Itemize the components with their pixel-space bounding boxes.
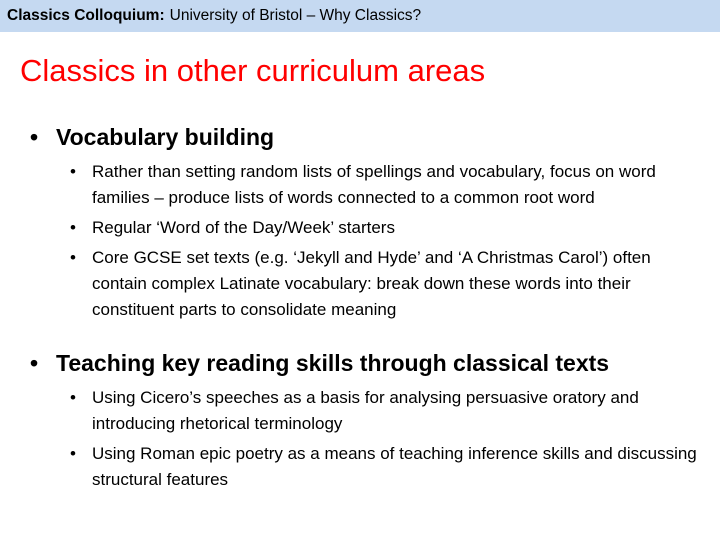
section-heading-text: Teaching key reading skills through classical texts <box>56 350 610 376</box>
section-heading-reading-skills <box>30 350 609 377</box>
header-bar <box>0 0 720 32</box>
header-subtitle: University of Bristol – Why Classics? <box>169 7 422 24</box>
bullet-icon: • <box>70 388 76 407</box>
slide-title: Classics in other curriculum areas <box>20 53 486 88</box>
bullet-icon: • <box>70 248 76 267</box>
list-item-text: Rather than setting random lists of spellings and vocabulary, focus on word families – produce lists of words connected to a common root word <box>92 162 656 207</box>
header-prefix: Classics Colloquium: <box>7 7 165 24</box>
reading-skills-list <box>70 385 710 493</box>
list-item-text: Regular ‘Word of the Day/Week’ starters <box>92 218 395 237</box>
list-item <box>70 215 710 241</box>
bullet-icon: • <box>70 444 76 463</box>
list-item-text: Core GCSE set texts (e.g. ‘Jekyll and Hyde’ and ‘A Christmas Carol’) often contain complex Latinate vocabulary: break down these words into their constituent parts to consolidate meaning <box>92 248 651 319</box>
list-item <box>70 159 710 211</box>
list-item-text: Using Cicero’s speeches as a basis for analysing persuasive oratory and introducing rhetorical terminology <box>92 388 639 433</box>
bullet-icon: • <box>30 350 39 376</box>
bullet-icon: • <box>70 218 76 237</box>
bullet-icon: • <box>70 162 76 181</box>
list-item <box>70 385 710 437</box>
section-heading-text: Vocabulary building <box>56 124 275 150</box>
section-heading-vocabulary <box>30 124 274 151</box>
list-item <box>70 441 710 493</box>
list-item <box>70 245 710 323</box>
vocabulary-list <box>70 159 710 323</box>
list-item-text: Using Roman epic poetry as a means of teaching inference skills and discussing structural features <box>92 444 697 489</box>
bullet-icon: • <box>30 124 39 150</box>
